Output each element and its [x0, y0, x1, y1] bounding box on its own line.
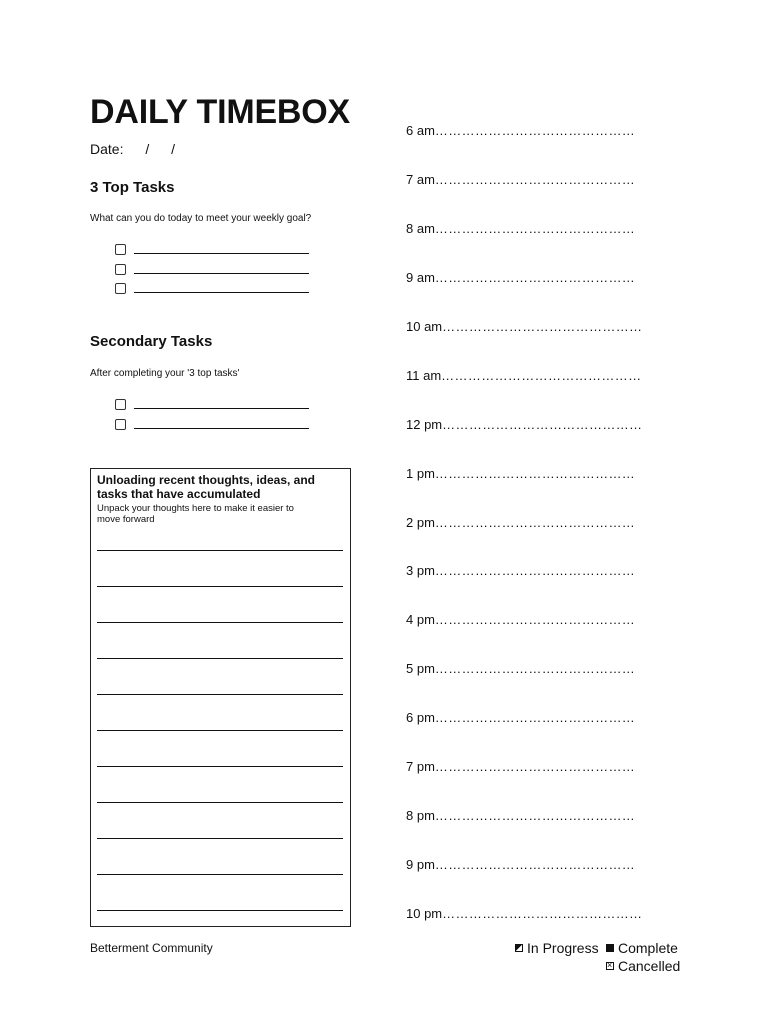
time-slot-dotted-line[interactable]: ………………………………………: [434, 123, 636, 138]
time-slot-dotted-line[interactable]: ………………………………………: [434, 465, 636, 481]
legend-in-progress: [515, 940, 599, 956]
time-slot-dotted-line[interactable]: ………………………………………: [434, 710, 636, 726]
time-label: 5 pm: [406, 661, 435, 677]
time-label: 4 pm: [406, 612, 435, 628]
task-row: [115, 240, 315, 260]
time-slot[interactable]: [406, 415, 642, 464]
time-label: 6 pm: [406, 710, 435, 726]
task-checkbox[interactable]: [115, 244, 126, 255]
top-tasks-hint: What can you do today to meet your weekly goal?: [90, 213, 312, 224]
time-slot-dotted-line[interactable]: ………………………………………: [434, 661, 636, 677]
legend-label: In Progress: [527, 940, 599, 956]
brain-dump-lines[interactable]: [97, 550, 343, 946]
time-slot-dotted-line[interactable]: ………………………………………: [434, 220, 636, 236]
time-slot[interactable]: [406, 170, 642, 219]
time-slot-dotted-line[interactable]: ………………………………………: [442, 318, 643, 334]
brain-dump-line[interactable]: [97, 766, 343, 802]
top-tasks-list: [115, 240, 315, 299]
time-label: 2 pm: [406, 514, 435, 530]
page-title: DAILY TIMEBOX: [90, 93, 351, 131]
time-slot[interactable]: [406, 659, 642, 708]
brain-dump-line[interactable]: [97, 838, 343, 874]
task-entry-line[interactable]: [134, 428, 309, 429]
secondary-tasks-list: [115, 395, 315, 434]
filled-square-icon: [606, 944, 614, 952]
legend-label: Cancelled: [618, 958, 681, 974]
task-entry-line[interactable]: [134, 292, 309, 293]
time-slot-dotted-line[interactable]: ………………………………………: [434, 563, 636, 579]
time-label: 7 am: [406, 171, 435, 187]
time-slot[interactable]: [406, 219, 642, 268]
brain-dump-line[interactable]: [97, 694, 343, 730]
time-label: 1 pm: [406, 465, 435, 481]
time-slot[interactable]: [406, 513, 642, 562]
time-slot-dotted-line[interactable]: ………………………………………: [434, 808, 636, 824]
time-label: 10 pm: [406, 906, 443, 921]
time-label: 10 am: [406, 318, 443, 334]
time-label: 12 pm: [406, 416, 443, 432]
time-slot-dotted-line[interactable]: ………………………………………: [442, 906, 643, 921]
date-separator: /: [145, 141, 150, 157]
task-row: [115, 260, 315, 280]
time-slot-dotted-line[interactable]: ………………………………………: [442, 416, 643, 432]
brain-dump-line[interactable]: [97, 730, 343, 766]
footer-brand: Betterment Community: [90, 941, 213, 955]
task-row: [115, 279, 315, 299]
legend-label: Complete: [618, 940, 678, 956]
task-row: [115, 415, 315, 435]
time-slot[interactable]: [406, 610, 642, 659]
date-separator: /: [171, 141, 176, 157]
task-entry-line[interactable]: [134, 408, 309, 409]
time-slot[interactable]: [406, 708, 642, 757]
task-row: [115, 395, 315, 415]
time-slot-dotted-line[interactable]: ………………………………………: [434, 612, 636, 628]
brain-dump-line[interactable]: [97, 802, 343, 838]
brain-dump-line[interactable]: [97, 874, 343, 910]
time-slot[interactable]: [406, 561, 642, 610]
time-label: 8 am: [406, 220, 435, 236]
time-label: 7 pm: [406, 759, 435, 775]
brain-dump-title: Unloading recent thoughts, ideas, and tasks that have accumulated: [97, 473, 316, 501]
time-slot[interactable]: [406, 317, 642, 366]
task-checkbox[interactable]: [115, 419, 126, 430]
brain-dump-line[interactable]: [97, 550, 343, 586]
task-checkbox[interactable]: [115, 399, 126, 410]
date-label: Date:: [90, 141, 124, 157]
secondary-tasks-hint: After completing your '3 top tasks': [90, 368, 240, 379]
time-slot[interactable]: [406, 121, 642, 170]
brain-dump-subtitle: Unpack your thoughts here to make it easier to move forward: [97, 503, 294, 525]
brain-dump-line[interactable]: [97, 658, 343, 694]
time-label: 9 am: [406, 269, 435, 285]
legend-complete: [606, 940, 678, 956]
time-slot-dotted-line[interactable]: ………………………………………: [434, 171, 636, 187]
time-slot[interactable]: [406, 464, 642, 513]
time-slot[interactable]: [406, 855, 642, 904]
crossed-square-icon: [606, 962, 614, 970]
time-label: 11 am: [406, 367, 442, 383]
task-checkbox[interactable]: [115, 264, 126, 275]
brain-dump-line[interactable]: [97, 622, 343, 658]
time-slot-dotted-line[interactable]: ………………………………………: [434, 857, 636, 873]
time-slot[interactable]: [406, 806, 642, 855]
time-label: 6 am: [406, 123, 435, 138]
time-label: 3 pm: [406, 563, 435, 579]
task-entry-line[interactable]: [134, 273, 309, 274]
time-slot-dotted-line[interactable]: ………………………………………: [434, 269, 636, 285]
brain-dump-line[interactable]: [97, 586, 343, 622]
hourly-schedule: [406, 121, 642, 953]
time-slot[interactable]: [406, 366, 642, 415]
time-slot[interactable]: [406, 757, 642, 806]
secondary-tasks-heading: Secondary Tasks: [90, 333, 213, 350]
top-tasks-heading: 3 Top Tasks: [90, 179, 175, 196]
time-label: 8 pm: [406, 808, 435, 824]
date-row: [90, 140, 175, 158]
legend-cancelled: [606, 958, 680, 974]
time-label: 9 pm: [406, 857, 435, 873]
half-filled-square-icon: [515, 944, 523, 952]
time-slot-dotted-line[interactable]: ………………………………………: [434, 514, 636, 530]
time-slot-dotted-line[interactable]: ………………………………………: [434, 759, 636, 775]
time-slot[interactable]: [406, 268, 642, 317]
task-entry-line[interactable]: [134, 253, 309, 254]
task-checkbox[interactable]: [115, 283, 126, 294]
brain-dump-box: [90, 468, 351, 927]
time-slot-dotted-line[interactable]: ………………………………………: [441, 367, 642, 383]
